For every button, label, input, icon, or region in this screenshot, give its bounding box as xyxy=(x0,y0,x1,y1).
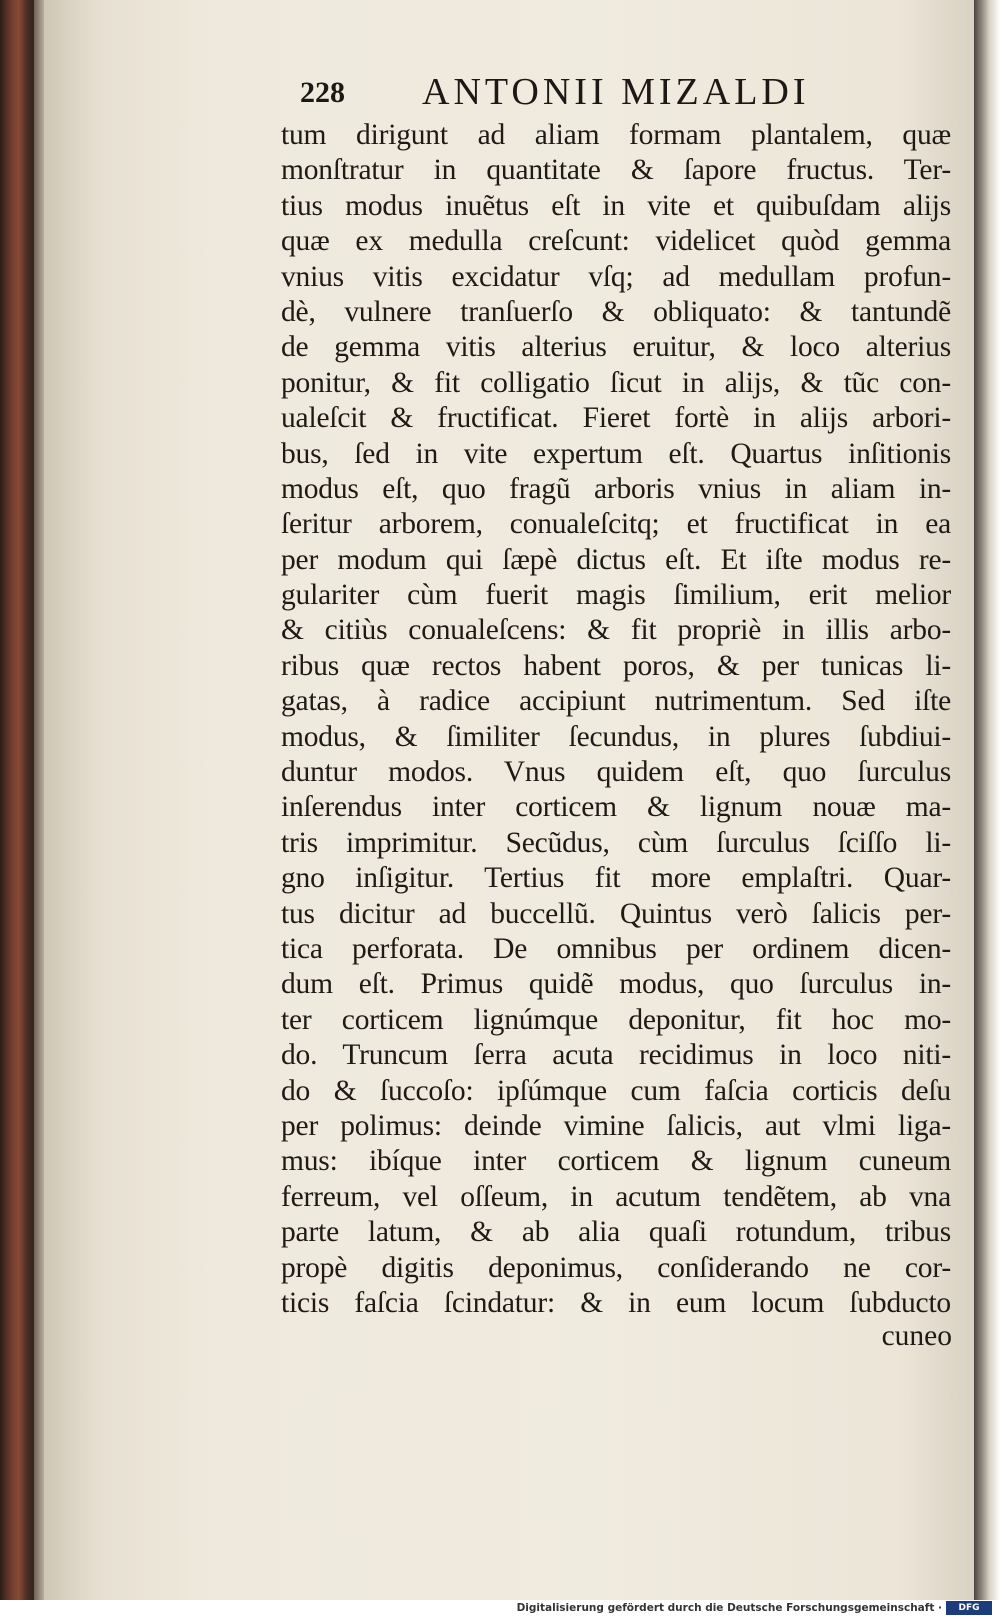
dfg-logo: DFG xyxy=(946,1601,992,1615)
text-block xyxy=(281,118,951,1321)
text-line: ter corticem lignúmque deponitur, fit hoc mo- xyxy=(281,1003,951,1036)
text-line: per modum qui ſæpè dictus eſt. Et iſte modus re- xyxy=(281,543,951,576)
text-line: tum dirigunt ad aliam formam plantalem, quæ xyxy=(281,119,951,151)
text-line: ponitur, & fit colligatio ſicut in alijs, & tũc con- xyxy=(281,366,951,399)
text-line: monſtratur in quantitate & ſapore fructus. Ter- xyxy=(281,154,951,187)
text-line: tus dicitur ad buccellũ. Quintus verò ſalicis per- xyxy=(281,897,951,930)
digitization-footer xyxy=(0,1600,1000,1618)
running-head: ANTONII MIZALDI xyxy=(422,71,810,113)
text-line: dè, vulnere tranſuerſo & obliquato: & tantundẽ xyxy=(281,295,951,328)
page-header xyxy=(300,70,860,120)
page-edge xyxy=(974,0,1000,1600)
text-line: ualeſcit & fructificat. Fieret fortè in alijs arbori- xyxy=(281,402,951,435)
catchword: cuneo xyxy=(881,1320,952,1352)
footer-credit: Digitalisierung gefördert durch die Deutsche Forschungsgemeinschaft · xyxy=(516,1602,942,1614)
text-line: ribus quæ rectos habent poros, & per tunicas li- xyxy=(281,649,951,682)
text-line: propè digitis deponimus, conſiderando ne cor- xyxy=(281,1251,951,1284)
text-line: modus, & ſimiliter ſecundus, in plures ſubdiui- xyxy=(281,720,951,753)
text-line: gno inſigitur. Tertius fit more emplaſtri. Quar- xyxy=(281,862,951,895)
text-line: gulariter cùm fuerit magis ſimilium, erit melior xyxy=(281,579,951,612)
text-line: ticis faſcia ſcindatur: & in eum locum ſubducto xyxy=(281,1286,951,1319)
text-line: dum eſt. Primus quidẽ modus, quo ſurculus in- xyxy=(281,968,951,1001)
text-line: inſerendus inter corticem & lignum nouæ ma- xyxy=(281,791,951,824)
text-line: ſeritur arborem, conualeſcitq; et fructificat in ea xyxy=(281,508,951,541)
page-number: 228 xyxy=(300,76,345,109)
page-gutter xyxy=(34,0,44,1600)
text-line: tius modus inuẽtus eſt in vite et quibuſdam alijs xyxy=(281,189,951,222)
text-line: do. Truncum ſerra acuta recidimus in loco niti- xyxy=(281,1039,951,1072)
text-line: gatas, à radice accipiunt nutrimentum. Sed iſte xyxy=(281,685,951,718)
text-line: duntur modos. Vnus quidem eſt, quo ſurculus xyxy=(281,756,951,789)
text-line: quæ ex medulla creſcunt: videlicet quòd gemma xyxy=(281,225,951,258)
text-line: do & ſuccoſo: ipſúmque cum faſcia corticis deſu xyxy=(281,1074,951,1107)
text-line: vnius vitis excidatur vſq; ad medullam profun- xyxy=(281,260,951,293)
text-line: mus: ibíque inter corticem & lignum cuneum xyxy=(281,1145,951,1178)
text-line: tica perforata. De omnibus per ordinem dicen- xyxy=(281,932,951,965)
text-line: de gemma vitis alterius eruitur, & loco alterius xyxy=(281,331,951,364)
text-line: bus, ſed in vite expertum eſt. Quartus inſitionis xyxy=(281,437,951,470)
text-line: ferreum, vel oſſeum, in acutum tendẽtem, ab vna xyxy=(281,1180,951,1213)
text-line: per polimus: deinde vimine ſalicis, aut vlmi liga- xyxy=(281,1109,951,1142)
text-line: tris imprimitur. Secũdus, cùm ſurculus ſciſſo li- xyxy=(281,826,951,859)
text-line: modus eſt, quo fragũ arboris vnius in aliam in- xyxy=(281,472,951,505)
text-line: & citiùs conualeſcens: & fit propriè in illis arbo- xyxy=(281,614,951,647)
book-spine xyxy=(0,0,34,1600)
text-line: parte latum, & ab alia quaſi rotundum, tribus xyxy=(281,1216,951,1249)
